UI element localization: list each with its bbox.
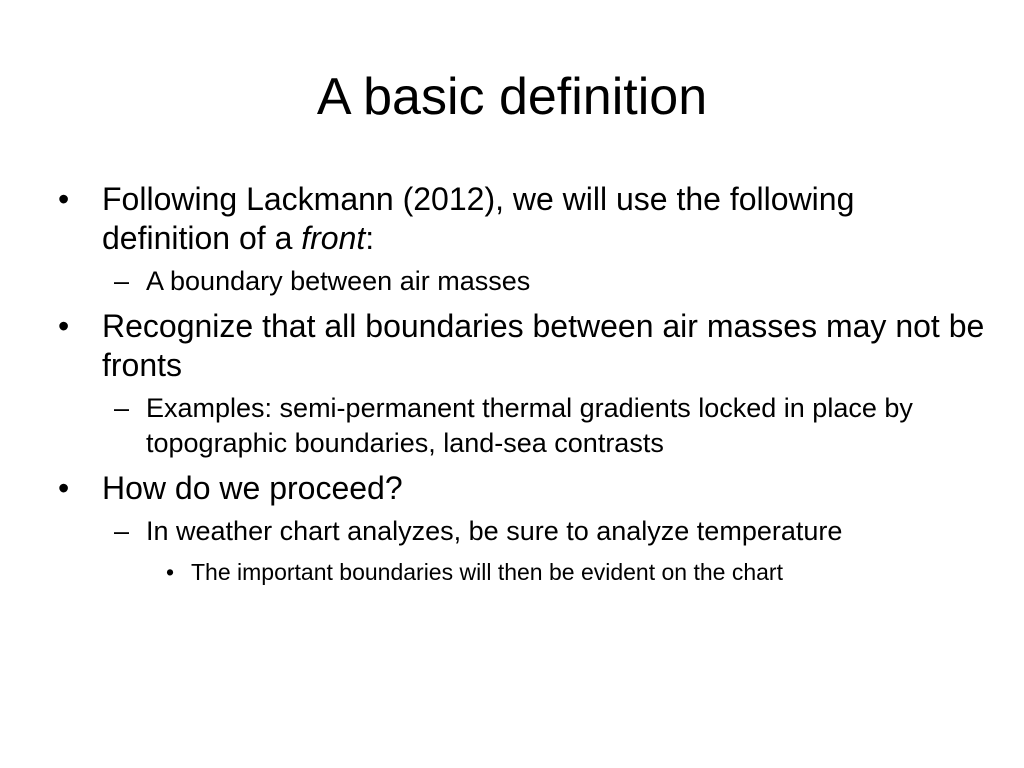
bullet-dot-icon: •: [58, 181, 70, 217]
bullet-item-boundaries: [58, 307, 988, 385]
bullet-dot-icon: •: [58, 470, 70, 506]
bullet-emphasis: front: [301, 220, 366, 256]
bullet-dot-icon: •: [166, 559, 175, 585]
sub-bullet-text: A boundary between air masses: [146, 266, 531, 296]
bullet-item-definition: [58, 180, 988, 258]
sub-bullet-item: [114, 391, 988, 461]
dash-icon: –: [114, 266, 130, 296]
bullet-item-proceed: [58, 469, 988, 508]
sub-bullet-item: [114, 264, 988, 299]
bullet-list: [58, 180, 988, 593]
dash-icon: –: [114, 516, 130, 546]
bullet-text-suffix: :: [365, 220, 375, 256]
bullet-dot-icon: •: [58, 308, 70, 344]
bullet-text: Recognize that all boundaries between air masses may not be fronts: [102, 308, 985, 383]
bullet-text: How do we proceed?: [102, 470, 403, 506]
bullet-text: Following Lackmann (2012), we will use the following definition of a: [102, 181, 855, 256]
slide-title: A basic definition: [316, 68, 708, 126]
dash-icon: –: [114, 393, 130, 423]
sub-sub-bullet-text: The important boundaries will then be evident on the chart: [191, 559, 783, 585]
sub-bullet-item: [114, 514, 988, 549]
sub-sub-bullet-item: [166, 557, 988, 587]
sub-bullet-text: Examples: semi-permanent thermal gradients locked in place by topographic boundaries, land-sea contrasts: [146, 393, 913, 458]
sub-bullet-text: In weather chart analyzes, be sure to analyze temperature: [146, 516, 843, 546]
